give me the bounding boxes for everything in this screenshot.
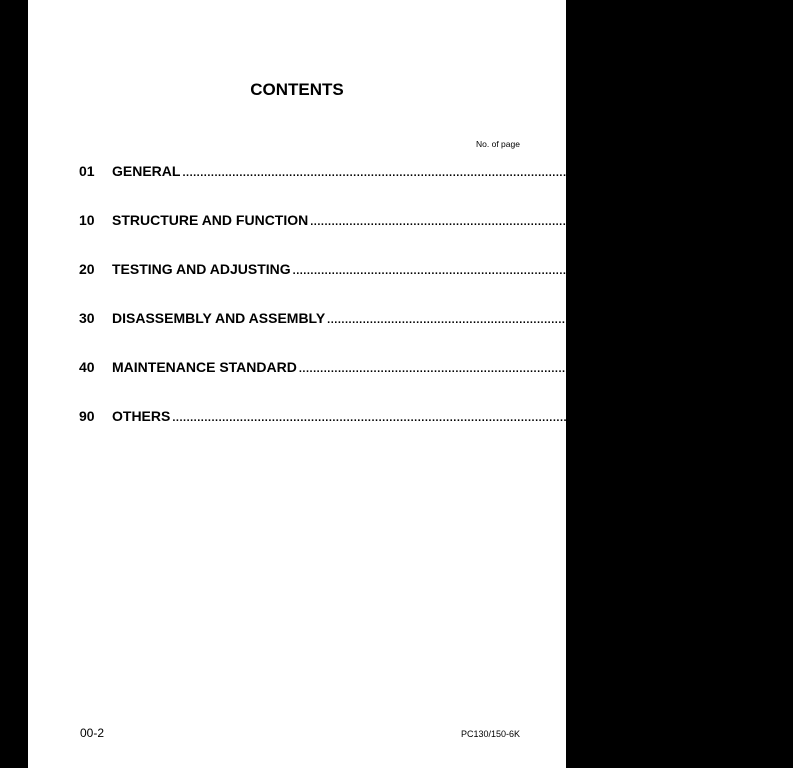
toc-entry-number: 40 xyxy=(79,358,95,375)
toc-entry-number: 20 xyxy=(79,260,95,277)
toc-entry-title: GENERAL xyxy=(112,162,181,179)
toc-dot-leader: ........................................................................................................................ xyxy=(182,166,610,179)
toc-entry-title: MAINTENANCE STANDARD xyxy=(112,358,297,375)
toc-entry-title: STRUCTURE AND FUNCTION xyxy=(112,211,309,228)
footer-page-number: 00-2 xyxy=(80,726,105,740)
toc-dot-leader: ........................................................................................................................ xyxy=(327,313,754,326)
toc-entry-number: 01 xyxy=(79,162,95,179)
toc-entry-title: DISASSEMBLY AND ASSEMBLY xyxy=(112,309,326,326)
toc-entry-page: 40-1 xyxy=(734,363,753,373)
toc-entry-page: 10-1 xyxy=(746,216,765,226)
toc-entry-number: 90 xyxy=(79,407,95,424)
toc-entry-title: OTHERS xyxy=(112,407,171,424)
toc-dot-leader: ........................................................................................................................ xyxy=(292,264,720,277)
toc-entry-testing-and-adjusting[interactable] xyxy=(79,244,747,293)
toc-entry-page: 01-1 xyxy=(618,167,637,177)
toc-entry-page: 30-1 xyxy=(762,314,781,324)
footer-model: PC130/150-6K xyxy=(461,729,521,739)
toc-entry-disassembly-and-assembly[interactable] xyxy=(79,293,781,342)
toc-entry-page: 20-1 xyxy=(728,265,747,275)
toc-entry-general[interactable] xyxy=(79,146,637,195)
page-title: CONTENTS xyxy=(250,80,344,99)
page-column-header: No. of page xyxy=(476,139,520,149)
document-page xyxy=(28,0,781,768)
toc-dot-leader: ........................................................................................................................ xyxy=(310,215,737,228)
toc-entry-structure-and-function[interactable] xyxy=(79,195,765,244)
toc-dot-leader: ........................................................................................................................ xyxy=(172,411,600,424)
toc-entry-maintenance-standard[interactable] xyxy=(79,342,753,391)
toc-entry-title: TESTING AND ADJUSTING xyxy=(112,260,291,277)
toc-entry-others[interactable] xyxy=(79,391,627,440)
toc-entry-number: 10 xyxy=(79,211,95,228)
toc-entry-page: 90-1 xyxy=(608,412,627,422)
toc-entry-number: 30 xyxy=(79,309,95,326)
table-of-contents xyxy=(79,146,781,440)
toc-dot-leader: ........................................................................................................................ xyxy=(298,362,726,375)
